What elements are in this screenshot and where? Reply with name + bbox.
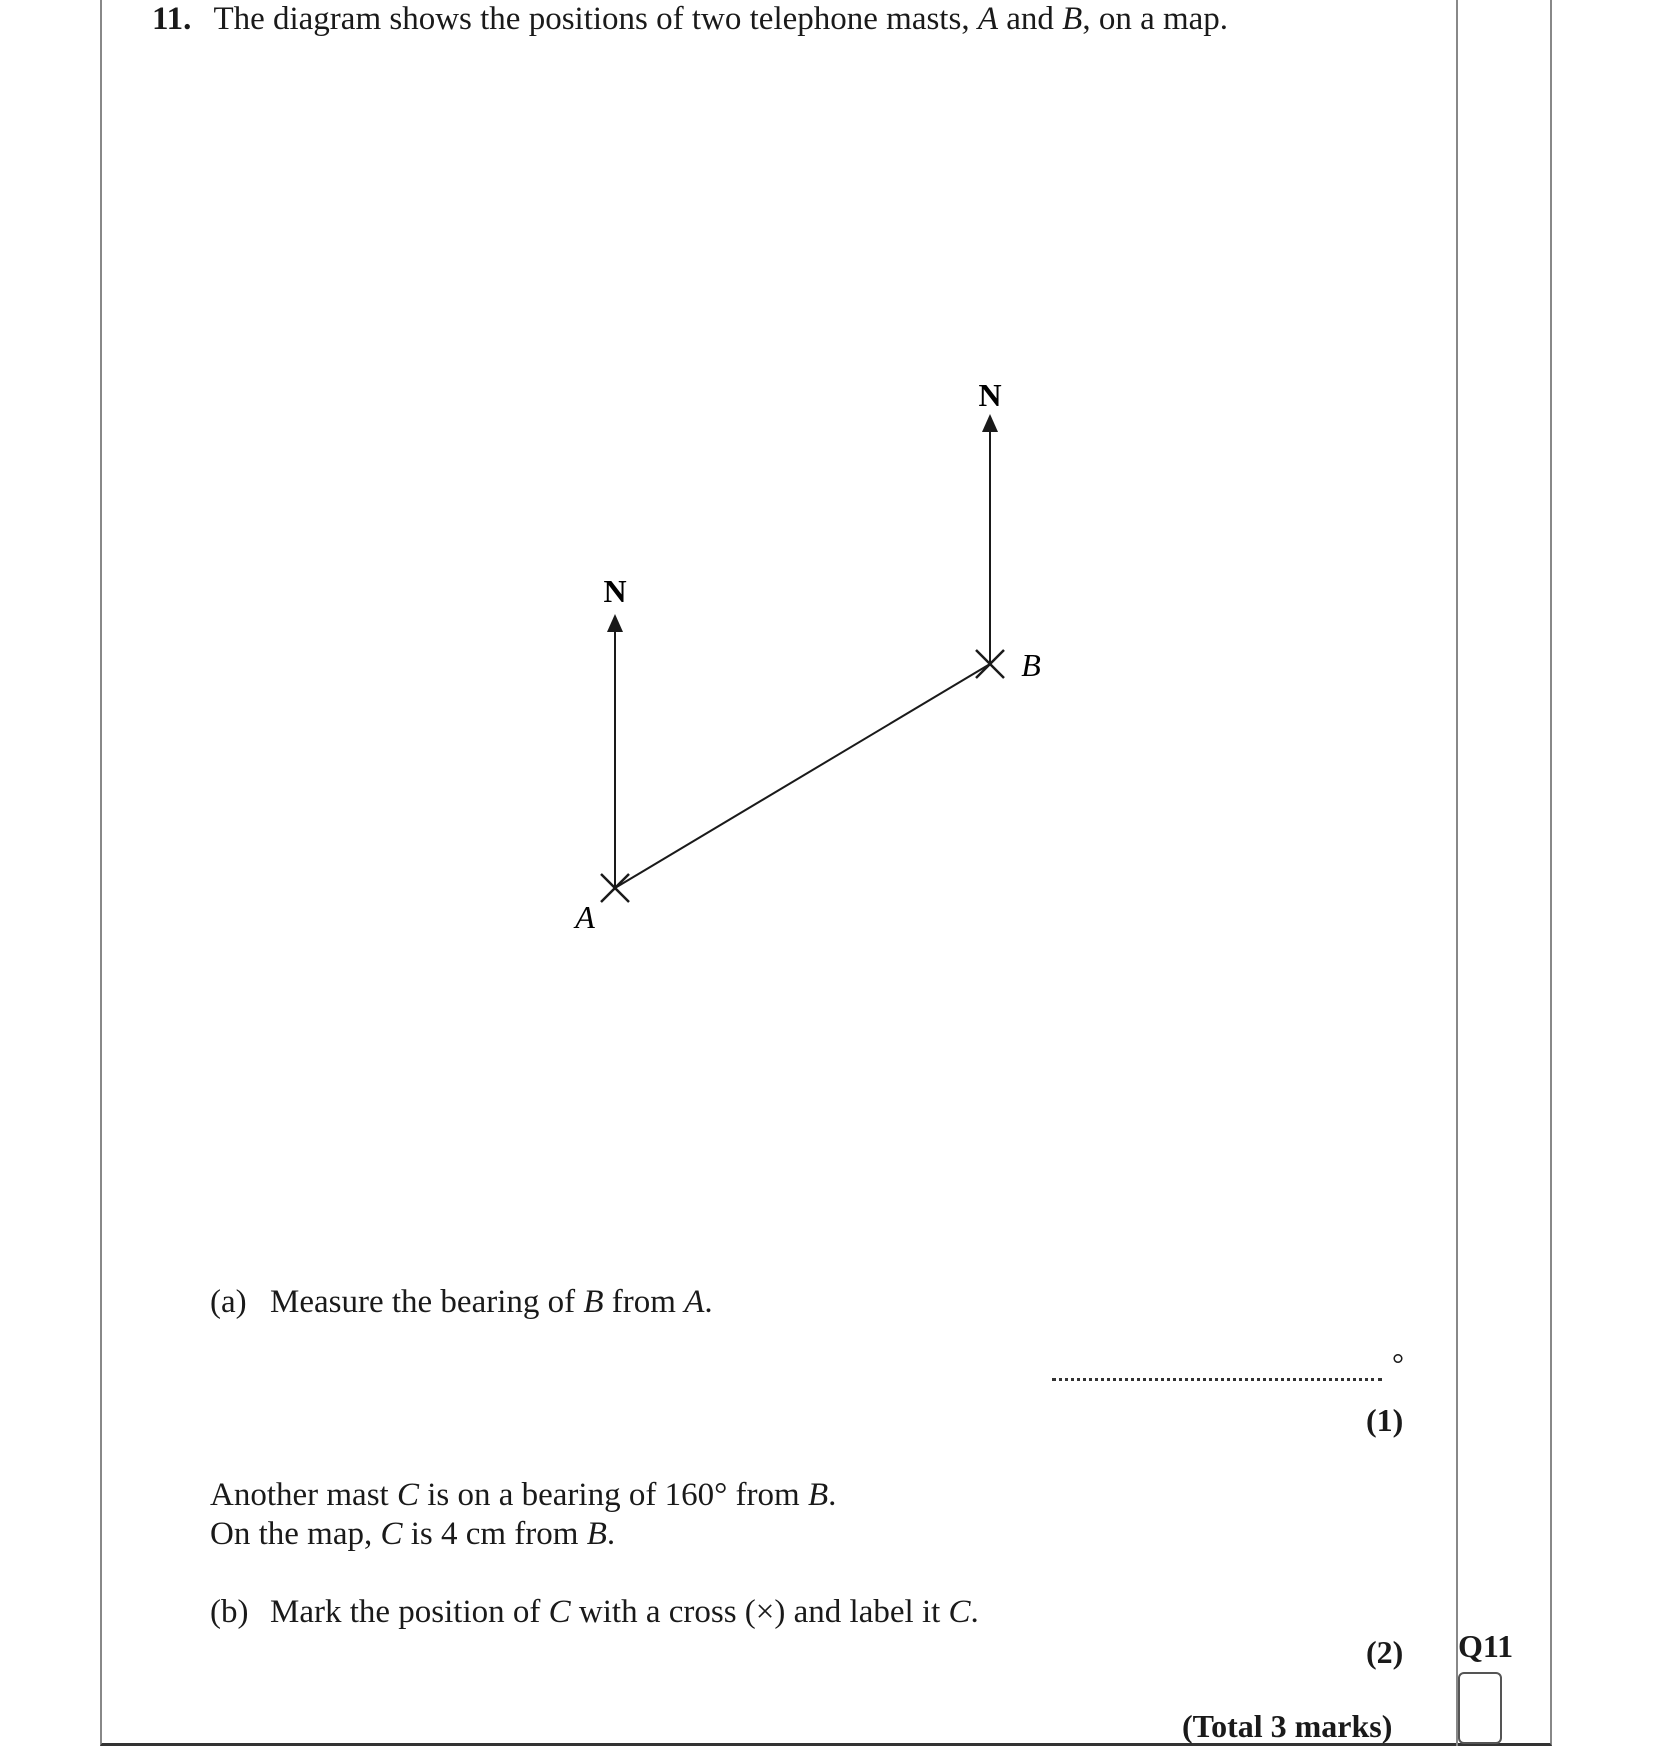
part-b-label: (b) xyxy=(210,1594,249,1630)
part-b-text-3: ) and label it xyxy=(774,1594,949,1630)
info-2-text-2: is 4 cm from xyxy=(402,1516,587,1552)
line-ab xyxy=(615,664,990,888)
stem-text-2: and xyxy=(998,1,1063,37)
part-a-var-b: B xyxy=(583,1284,604,1320)
examiner-mark-box xyxy=(1458,1672,1502,1744)
degree-unit: ° xyxy=(1392,1348,1404,1381)
info-line-1 xyxy=(210,1476,836,1516)
marks-b: (2) xyxy=(1366,1634,1404,1670)
part-a-text-1: Measure the bearing of xyxy=(270,1284,584,1320)
part-b-text-1: Mark the position of xyxy=(270,1594,549,1630)
info-2-var-b: B xyxy=(586,1516,607,1552)
info-line-2 xyxy=(210,1515,615,1555)
info-1-var-c: C xyxy=(396,1477,419,1513)
part-b-text xyxy=(210,1593,979,1633)
part-b-var-c-2: C xyxy=(948,1594,971,1630)
stem-mast-a: A xyxy=(977,1,998,37)
north-arrow-b-icon xyxy=(982,414,998,432)
part-b-var-c: C xyxy=(548,1594,571,1630)
marks-a: (1) xyxy=(1366,1402,1404,1438)
stem-text-3: , on a map. xyxy=(1082,1,1229,37)
info-1-text-2: is on a bearing of 160° from xyxy=(418,1477,808,1513)
north-label-b: N xyxy=(978,377,1002,413)
part-a-text xyxy=(210,1283,713,1323)
part-a-label: (a) xyxy=(210,1284,247,1320)
part-b-text-2: with a cross ( xyxy=(570,1594,756,1630)
part-a-text-2: from xyxy=(603,1284,685,1320)
total-marks: (Total 3 marks) xyxy=(1182,1708,1393,1744)
info-2-var-c: C xyxy=(380,1516,403,1552)
part-a-var-a: A xyxy=(684,1284,705,1320)
info-2-text-1: On the map, xyxy=(210,1516,381,1552)
stem-mast-b: B xyxy=(1062,1,1083,37)
info-1-text-1: Another mast xyxy=(210,1477,397,1513)
north-arrow-a-icon xyxy=(607,614,623,632)
info-1-var-b: B xyxy=(807,1477,829,1513)
label-a: A xyxy=(575,899,595,935)
info-1-text-3: . xyxy=(828,1477,837,1513)
stem-text-1: The diagram shows the positions of two telephone masts, xyxy=(213,1,978,37)
info-2-text-3: . xyxy=(606,1516,616,1552)
question-number: 11. xyxy=(152,1,192,37)
question-box-label: Q11 xyxy=(1458,1628,1514,1664)
answer-line-a[interactable] xyxy=(1052,1378,1382,1381)
part-a-text-3: . xyxy=(704,1284,713,1320)
north-label-a: N xyxy=(603,573,627,609)
label-b: B xyxy=(1021,647,1041,683)
part-b-text-4: . xyxy=(970,1594,979,1630)
cross-symbol-icon: × xyxy=(755,1594,775,1630)
